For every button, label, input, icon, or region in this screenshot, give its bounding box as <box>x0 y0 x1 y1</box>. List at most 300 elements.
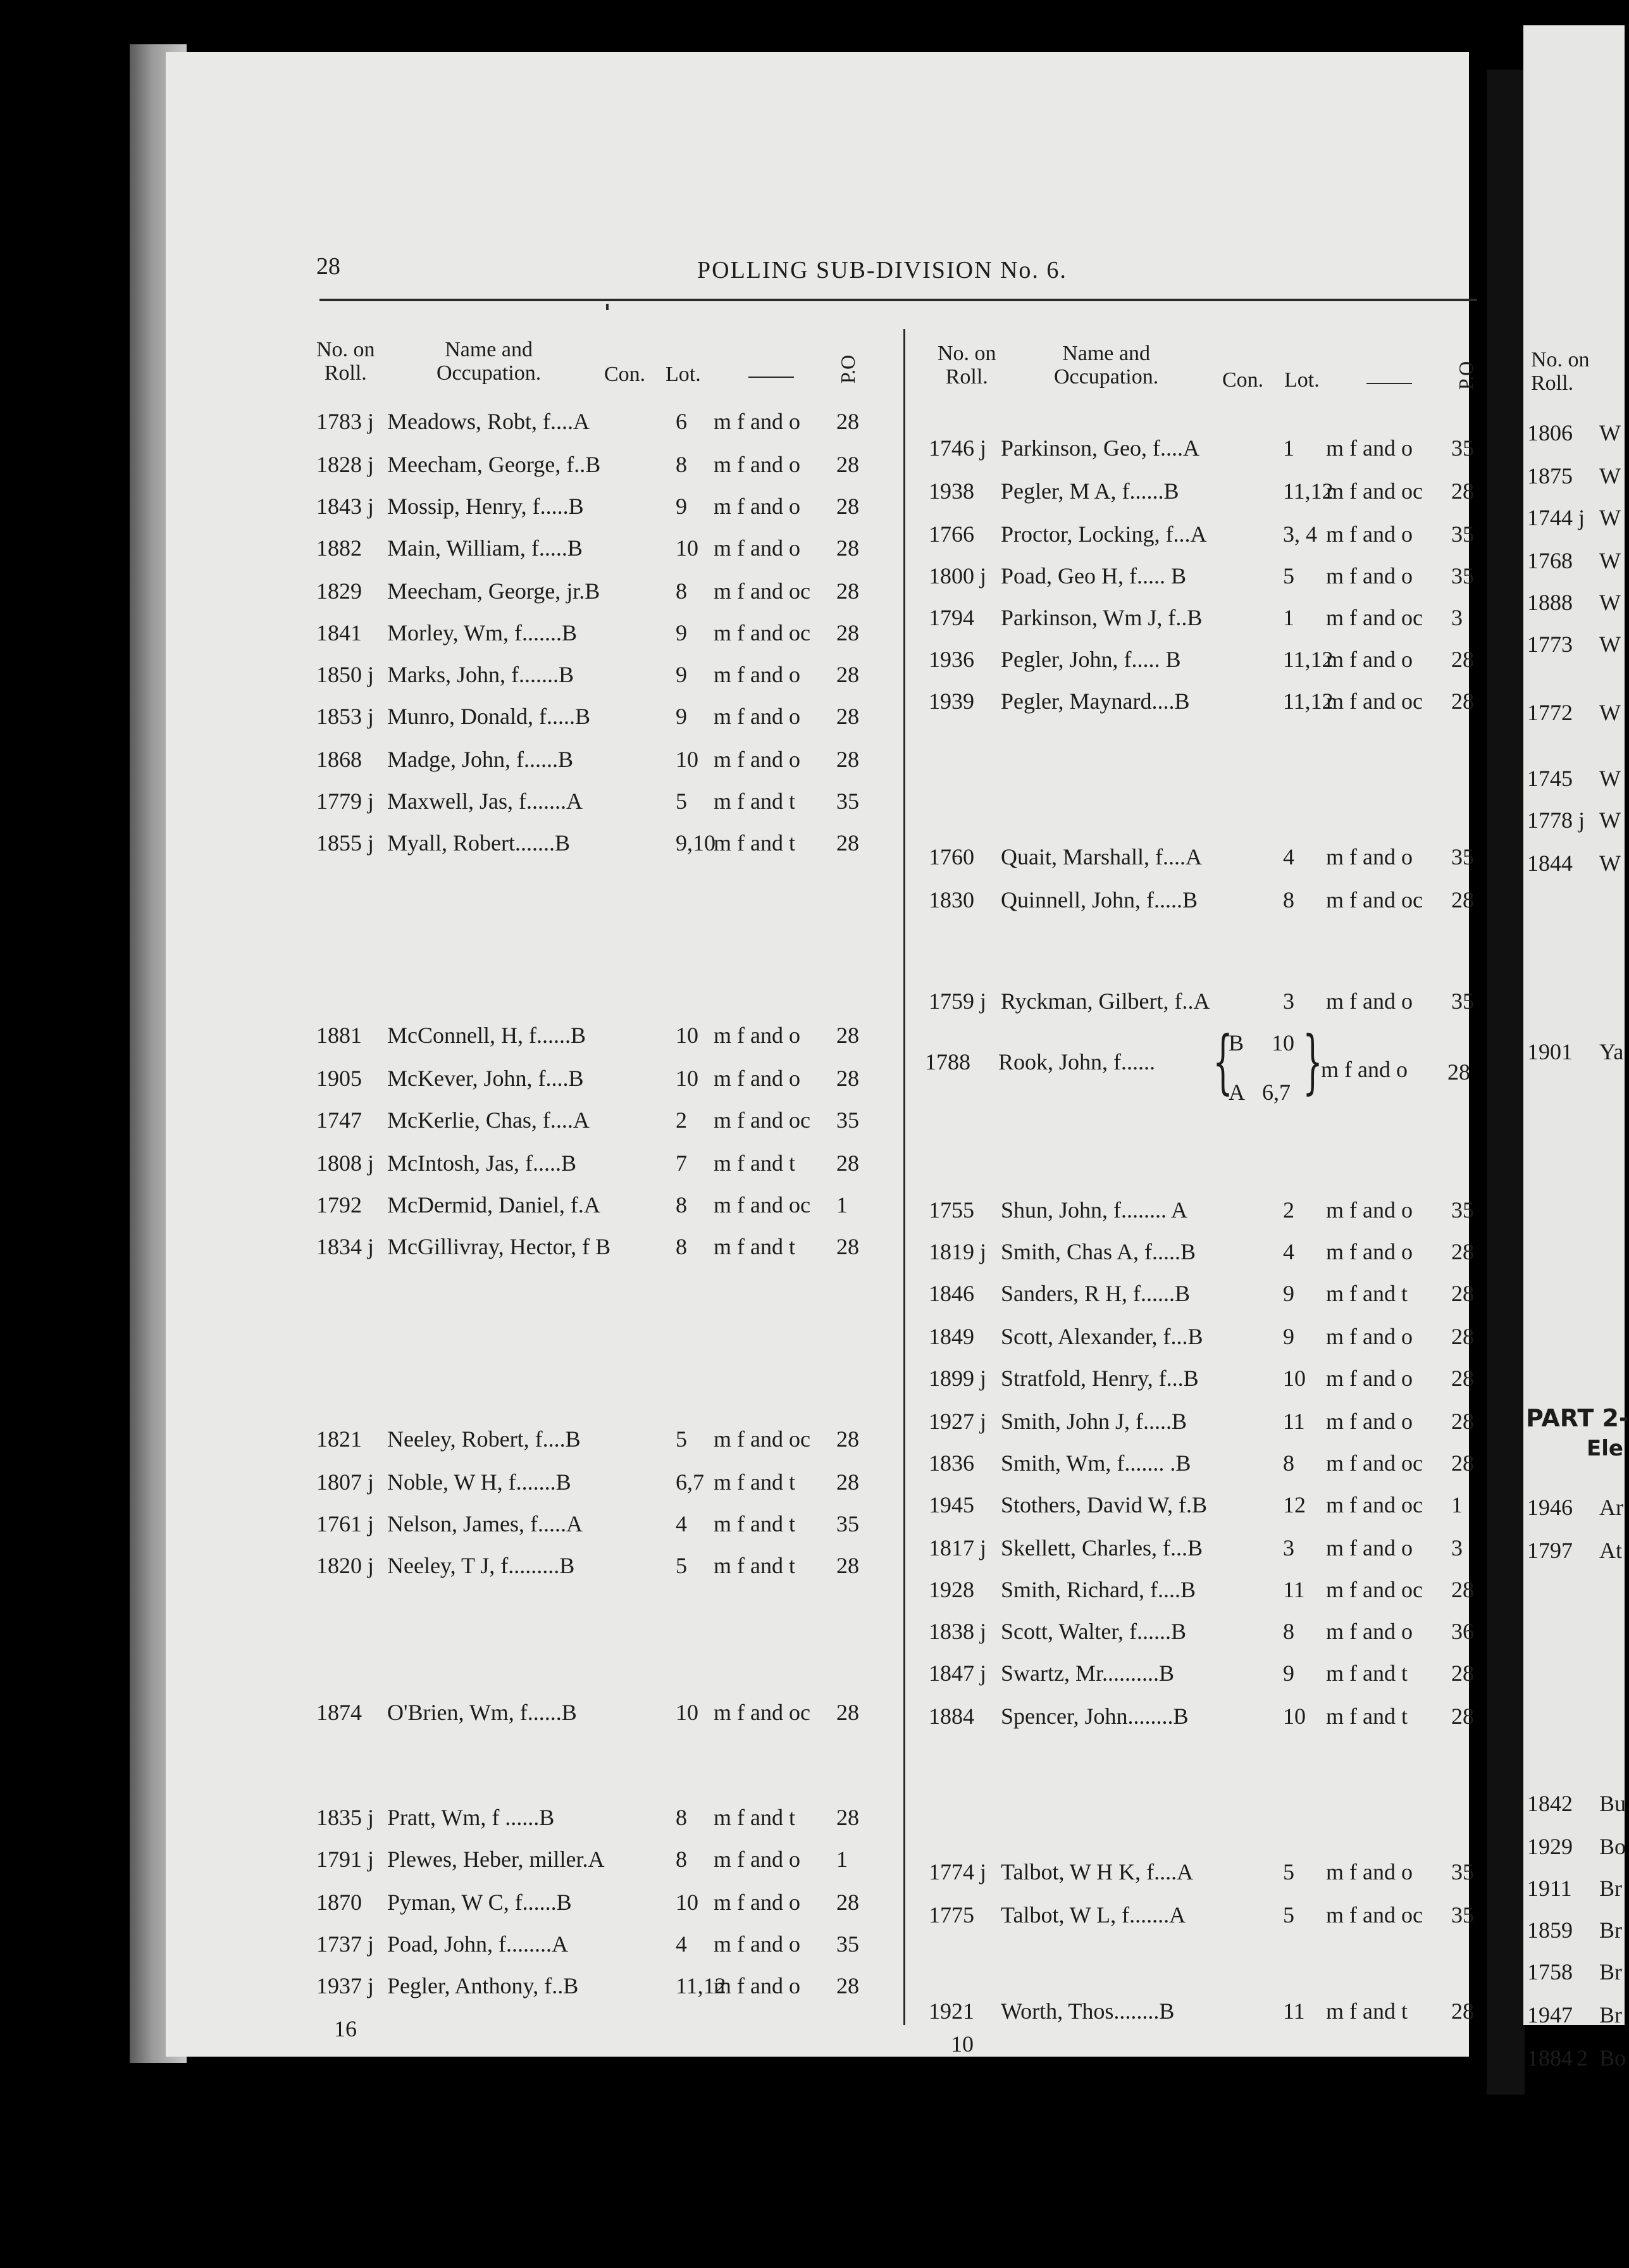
col1-row-roll: 1881 <box>316 1023 362 1048</box>
next-page-row-name: Br <box>1599 2002 1622 2028</box>
col2-row-occupation: m f and oc <box>1326 887 1423 913</box>
col2-row-lot: 3, 4 <box>1283 521 1317 547</box>
col1-header-roll: No. on Roll. <box>316 338 375 385</box>
col1-row-roll: 1870 <box>316 1890 362 1915</box>
next-page-row-name: W <box>1599 590 1621 615</box>
next-page-row-roll: 1797 <box>1527 1538 1573 1563</box>
col1-row-po: 1 <box>836 1847 848 1872</box>
col1-row-roll: 1843 j <box>316 494 375 519</box>
col2-row-lot: 9 <box>1283 1660 1294 1686</box>
next-page-row-name: W <box>1599 463 1621 489</box>
col2-row-po: 1 <box>1451 1492 1463 1517</box>
col2-header-name: Name and Occupation. <box>1054 342 1159 389</box>
col2-row-po: 36 <box>1451 1619 1474 1644</box>
next-page-row-roll: 1773 <box>1527 632 1573 657</box>
col1-row-po: 1 <box>836 1192 848 1218</box>
col2-row-lot: 5 <box>1283 563 1294 589</box>
col2-row-lot: 11,12 <box>1283 478 1334 504</box>
next-page-row-roll: 1875 <box>1527 463 1573 489</box>
col1-row-lot: 9 <box>676 620 687 645</box>
col1-row-name: McIntosh, Jas, f.....B <box>387 1150 576 1176</box>
col2-row-roll: 1800 j <box>929 563 987 589</box>
col1-row-roll: 1791 j <box>316 1847 375 1872</box>
col1-row-po: 28 <box>836 494 859 519</box>
col2-row-po: 35 <box>1451 563 1474 589</box>
col2-row-lot: 3 <box>1283 988 1294 1014</box>
col2-row-po: 28 <box>1451 1704 1474 1729</box>
col1-header-po: P.O <box>836 354 860 384</box>
col2-row-occupation: m f and o <box>1326 435 1413 461</box>
col1-row-occupation: m f and o <box>714 1973 800 1998</box>
col1-row-lot: 5 <box>676 1553 687 1578</box>
col2-row-name: Sanders, R H, f......B <box>1001 1281 1190 1306</box>
next-page-part-heading: PART 2- <box>1526 1404 1629 1432</box>
col1-row-po: 28 <box>836 1469 859 1495</box>
col2-row-name: Proctor, Locking, f...A <box>1001 521 1207 547</box>
col1-row-occupation: m f and oc <box>714 1107 810 1133</box>
col2-header-dash <box>1366 383 1412 384</box>
col1-row-roll: 1747 <box>316 1107 362 1133</box>
col2-row-occupation: m f and oc <box>1326 1450 1423 1476</box>
col2-row-occupation: m f and o <box>1326 1619 1413 1644</box>
col2-row-lot: 4 <box>1283 844 1294 869</box>
col1-row-occupation: m f and o <box>714 452 800 477</box>
col2-row-roll: 1774 j <box>929 1859 987 1885</box>
next-page-row-roll: 1745 <box>1527 766 1573 791</box>
col2-row-lot: 11 <box>1283 1998 1305 2024</box>
col1-row-po: 28 <box>836 535 859 561</box>
next-page-row-roll: 1758 <box>1527 1959 1573 1984</box>
col1-row-roll: 1820 j <box>316 1553 375 1578</box>
col2-row-name: Smith, Richard, f....B <box>1001 1577 1196 1602</box>
next-page-row-name: Br <box>1599 1959 1622 1984</box>
col2-row-occupation: m f and oc <box>1326 478 1423 504</box>
col2-row-roll: 1817 j <box>929 1535 987 1561</box>
next-page-row-roll: 1859 <box>1527 1917 1573 1943</box>
next-page-row-roll: 1929 <box>1527 1834 1573 1859</box>
col1-row-lot: 10 <box>676 1066 698 1091</box>
col1-row-po: 28 <box>836 1023 859 1048</box>
next-page-row-roll: 1901 <box>1527 1039 1573 1064</box>
col2-row-name: Stratfold, Henry, f...B <box>1001 1366 1199 1391</box>
col1-row-po: 28 <box>836 1426 859 1452</box>
next-page-strip <box>1523 25 1625 2028</box>
col1-row-name: Pyman, W C, f......B <box>387 1890 572 1915</box>
next-page-row-name: Br <box>1599 1917 1622 1943</box>
col1-header-con: Con. <box>604 363 646 386</box>
col1-row-name: McGillivray, Hector, f B <box>387 1234 611 1259</box>
next-page-footer-number: 2 <box>1576 2045 1588 2071</box>
col2-row-lot: 4 <box>1283 1239 1294 1264</box>
col1-row-occupation: m f and t <box>714 1511 795 1536</box>
col2-row-lot: 1 <box>1283 605 1294 630</box>
col1-row-lot: 10 <box>676 1890 698 1915</box>
next-page-row-name: Br <box>1599 1876 1622 1901</box>
col2-row-lot: 8 <box>1283 1619 1294 1644</box>
col2-row-occupation: m f and oc <box>1326 1902 1423 1928</box>
col1-row-lot: 5 <box>676 1426 687 1452</box>
col2-row-lot: 11 <box>1283 1409 1305 1434</box>
col1-row-lot: 10 <box>676 747 698 772</box>
rook-name: Rook, John, f...... <box>998 1049 1156 1075</box>
next-page-row-roll: 1844 <box>1527 850 1573 876</box>
col2-row-po: 28 <box>1451 1366 1474 1391</box>
book-gutter <box>1487 70 1525 2095</box>
col1-row-roll: 1828 j <box>316 452 375 477</box>
next-page-row-name: Bo <box>1599 2045 1626 2071</box>
col1-row-occupation: m f and o <box>714 494 800 519</box>
col1-row-occupation: m f and oc <box>714 620 810 645</box>
next-page-row-name: Bo <box>1599 1834 1626 1859</box>
col2-row-occupation: m f and oc <box>1326 605 1423 630</box>
col2-row-name: Pegler, M A, f......B <box>1001 478 1179 504</box>
header-rule <box>319 299 1477 301</box>
next-page-row-roll: 1946 <box>1527 1495 1573 1520</box>
col2-row-occupation: m f and t <box>1326 1704 1408 1729</box>
col1-row-occupation: m f and o <box>714 1931 800 1957</box>
col2-row-name: Talbot, W H K, f....A <box>1001 1859 1194 1885</box>
col1-row-name: McConnell, H, f......B <box>387 1023 586 1048</box>
next-page-row-name: W <box>1599 700 1621 725</box>
col1-row-po: 28 <box>836 1805 859 1830</box>
col2-row-lot: 10 <box>1283 1366 1306 1391</box>
col2-row-name: Spencer, John........B <box>1001 1704 1189 1729</box>
col1-row-po: 35 <box>836 788 859 814</box>
col1-row-name: Meadows, Robt, f....A <box>387 409 590 434</box>
col1-row-name: McDermid, Daniel, f.A <box>387 1192 600 1218</box>
col1-header-name: Name and Occupation. <box>437 338 542 385</box>
col2-row-name: Scott, Walter, f......B <box>1001 1619 1186 1644</box>
col2-row-occupation: m f and o <box>1326 1535 1413 1561</box>
col1-row-name: McKever, John, f....B <box>387 1066 584 1091</box>
col2-header-lot: Lot. <box>1284 368 1320 392</box>
col1-row-po: 28 <box>836 620 859 645</box>
col1-row-name: Madge, John, f......B <box>387 747 573 772</box>
col2-row-name: Scott, Alexander, f...B <box>1001 1324 1203 1349</box>
col2-row-lot: 11,12 <box>1283 688 1334 714</box>
col1-row-lot: 4 <box>676 1931 687 1957</box>
col1-row-name: Nelson, James, f.....A <box>387 1511 583 1536</box>
page-title: POLLING SUB-DIVISION No. 6. <box>697 257 1067 284</box>
col2-row-lot: 10 <box>1283 1704 1306 1729</box>
col2-row-name: Smith, Wm, f....... .B <box>1001 1450 1191 1476</box>
col2-row-roll: 1936 <box>929 647 974 672</box>
col2-row-po: 35 <box>1451 1859 1474 1885</box>
col2-row-roll: 1846 <box>929 1281 974 1306</box>
col2-row-roll: 1927 j <box>929 1409 987 1434</box>
col1-row-roll: 1834 j <box>316 1234 375 1259</box>
col1-row-roll: 1737 j <box>316 1931 375 1957</box>
col1-row-name: Meecham, George, f..B <box>387 452 601 477</box>
col1-row-lot: 9 <box>676 704 687 729</box>
col1-row-roll: 1868 <box>316 747 362 772</box>
col1-row-lot: 11,12 <box>676 1973 726 1998</box>
col2-row-occupation: m f and t <box>1326 1660 1408 1686</box>
col1-row-occupation: m f and o <box>714 1890 800 1915</box>
col2-row-lot: 5 <box>1283 1859 1294 1885</box>
col2-row-name: Talbot, W L, f.......A <box>1001 1902 1186 1928</box>
col1-row-po: 28 <box>836 662 859 687</box>
col1-row-name: Poad, John, f........A <box>387 1931 568 1957</box>
col1-row-roll: 1850 j <box>316 662 375 687</box>
col2-row-occupation: m f and o <box>1326 563 1413 589</box>
col2-row-occupation: m f and o <box>1326 844 1413 869</box>
rook-con-top: B <box>1229 1030 1244 1056</box>
col1-row-roll: 1807 j <box>316 1469 375 1495</box>
col1-row-roll: 1808 j <box>316 1150 375 1176</box>
col2-row-roll: 1849 <box>929 1324 974 1349</box>
col1-row-roll: 1937 j <box>316 1973 375 1998</box>
col1-row-occupation: m f and t <box>714 830 795 856</box>
col2-row-name: Pegler, Maynard....B <box>1001 688 1190 714</box>
col2-row-roll: 1938 <box>929 478 974 504</box>
col2-row-po: 28 <box>1451 478 1474 504</box>
col1-row-roll: 1779 j <box>316 788 375 814</box>
col2-row-lot: 11 <box>1283 1577 1305 1602</box>
header-tick <box>606 304 609 310</box>
col2-row-roll: 1760 <box>929 844 974 869</box>
col2-row-occupation: m f and oc <box>1326 1577 1423 1602</box>
col1-row-roll: 1821 <box>316 1426 362 1452</box>
col2-row-lot: 9 <box>1283 1324 1294 1349</box>
col2-row-name: Poad, Geo H, f..... B <box>1001 563 1186 589</box>
col1-row-po: 28 <box>836 704 859 729</box>
col1-row-name: Noble, W H, f.......B <box>387 1469 571 1495</box>
col1-row-name: McKerlie, Chas, f....A <box>387 1107 590 1133</box>
next-page-row-roll: 1744 j <box>1527 505 1585 530</box>
col2-row-name: Ryckman, Gilbert, f..A <box>1001 988 1210 1014</box>
col2-row-occupation: m f and o <box>1326 1409 1413 1434</box>
col2-row-lot: 5 <box>1283 1902 1294 1928</box>
col1-row-roll: 1874 <box>316 1700 362 1725</box>
col2-row-po: 35 <box>1451 844 1474 869</box>
rook-lot-top: 10 <box>1272 1030 1294 1056</box>
next-page-row-name: W <box>1599 807 1621 833</box>
col2-row-occupation: m f and o <box>1326 1324 1413 1349</box>
col2-row-lot: 9 <box>1283 1281 1294 1306</box>
col2-row-lot: 8 <box>1283 887 1294 913</box>
col1-row-po: 28 <box>836 1150 859 1176</box>
col2-row-roll: 1939 <box>929 688 974 714</box>
col2-row-roll: 1884 <box>929 1704 974 1729</box>
rook-right-brace: } <box>1303 1021 1323 1102</box>
col2-row-po: 28 <box>1451 1324 1474 1349</box>
col1-row-name: Marks, John, f.......B <box>387 662 574 687</box>
col2-header-roll: No. on Roll. <box>938 342 996 389</box>
col1-row-name: Main, William, f.....B <box>387 535 583 561</box>
col1-row-occupation: m f and t <box>714 1234 795 1259</box>
col2-row-occupation: m f and t <box>1326 1281 1408 1306</box>
next-page-row-name: W <box>1599 632 1621 657</box>
col1-footer-number: 16 <box>334 2016 357 2041</box>
col2-row-occupation: m f and o <box>1326 1859 1413 1885</box>
col2-row-roll: 1928 <box>929 1577 974 1602</box>
col1-row-occupation: m f and t <box>714 1150 795 1176</box>
next-page-row-name: W <box>1599 850 1621 876</box>
col2-row-name: Swartz, Mr..........B <box>1001 1660 1174 1686</box>
col1-row-occupation: m f and oc <box>714 1426 810 1452</box>
col1-row-roll: 1855 j <box>316 830 375 856</box>
rook-lot-bottom: 6,7 <box>1262 1080 1291 1105</box>
col2-row-po: 3 <box>1451 605 1463 630</box>
col2-row-roll: 1755 <box>929 1197 974 1223</box>
col1-row-name: Neeley, Robert, f....B <box>387 1426 581 1452</box>
col2-row-name: Parkinson, Wm J, f..B <box>1001 605 1203 630</box>
col2-row-name: Quait, Marshall, f....A <box>1001 844 1202 869</box>
col1-row-po: 28 <box>836 578 859 604</box>
col1-row-po: 28 <box>836 1700 859 1725</box>
col2-row-roll: 1766 <box>929 521 974 547</box>
col2-row-po: 28 <box>1451 1998 1474 2024</box>
col1-row-occupation: m f and o <box>714 747 800 772</box>
col2-row-po: 28 <box>1451 1239 1474 1264</box>
col2-row-po: 28 <box>1451 1577 1474 1602</box>
col1-header-lot: Lot. <box>666 363 701 386</box>
col2-row-name: Skellett, Charles, f...B <box>1001 1535 1203 1561</box>
col1-row-lot: 8 <box>676 1847 687 1872</box>
next-page-row-roll: 1842 <box>1527 1791 1573 1816</box>
col1-row-lot: 8 <box>676 1192 687 1218</box>
col1-row-occupation: m f and o <box>714 1023 800 1048</box>
col1-row-occupation: m f and oc <box>714 578 810 604</box>
col2-row-occupation: m f and o <box>1326 521 1413 547</box>
col1-row-name: Munro, Donald, f.....B <box>387 704 590 729</box>
col2-row-occupation: m f and oc <box>1326 688 1423 714</box>
next-page-row-name: Bu <box>1599 1791 1626 1816</box>
next-page-row-name: W <box>1599 766 1621 791</box>
col2-row-occupation: m f and o <box>1326 988 1413 1014</box>
col2-row-occupation: m f and o <box>1326 1366 1413 1391</box>
col2-row-name: Parkinson, Geo, f....A <box>1001 435 1199 461</box>
next-page-row-roll: 1884 <box>1527 2045 1573 2071</box>
col1-row-occupation: m f and o <box>714 1066 800 1091</box>
col2-row-roll: 1746 j <box>929 435 987 461</box>
col1-row-po: 28 <box>836 409 859 434</box>
col1-row-name: Pratt, Wm, f ......B <box>387 1805 555 1830</box>
col1-row-occupation: m f and o <box>714 1847 800 1872</box>
col2-row-po: 28 <box>1451 647 1474 672</box>
col2-row-name: Smith, John J, f.....B <box>1001 1409 1187 1434</box>
col1-row-po: 28 <box>836 1066 859 1091</box>
col1-row-occupation: m f and t <box>714 788 795 814</box>
col1-row-po: 28 <box>836 830 859 856</box>
col2-row-lot: 12 <box>1283 1492 1306 1517</box>
col1-row-po: 28 <box>836 1553 859 1578</box>
rook-roll: 1788 <box>925 1049 970 1075</box>
col2-row-occupation: m f and o <box>1326 1197 1413 1223</box>
col1-row-lot: 6 <box>676 409 687 434</box>
next-page-row-roll: 1768 <box>1527 548 1573 573</box>
col1-row-name: Pegler, Anthony, f..B <box>387 1973 579 1998</box>
col1-row-occupation: m f and t <box>714 1805 795 1830</box>
next-page-row-roll: 1806 <box>1527 420 1573 446</box>
col1-row-po: 28 <box>836 452 859 477</box>
col1-row-lot: 9,10 <box>676 830 715 856</box>
col2-row-lot: 11,12 <box>1283 647 1334 672</box>
col2-row-lot: 1 <box>1283 435 1294 461</box>
next-page-row-name: At <box>1599 1538 1622 1563</box>
next-page-row-name: W <box>1599 548 1621 573</box>
col1-row-name: Neeley, T J, f.........B <box>387 1553 575 1578</box>
col1-row-po: 28 <box>836 1973 859 1998</box>
col2-row-po: 35 <box>1451 435 1474 461</box>
col1-row-lot: 8 <box>676 1805 687 1830</box>
col2-row-name: Pegler, John, f..... B <box>1001 647 1181 672</box>
col1-row-lot: 8 <box>676 452 687 477</box>
col1-row-roll: 1783 j <box>316 409 375 434</box>
next-page-header: No. on Roll. <box>1531 348 1590 396</box>
col2-row-po: 28 <box>1451 887 1474 913</box>
col1-row-lot: 10 <box>676 1700 698 1725</box>
next-page-row-roll: 1778 j <box>1527 807 1585 833</box>
col2-row-roll: 1921 <box>929 1998 974 2024</box>
col1-row-lot: 10 <box>676 1023 698 1048</box>
col2-row-roll: 1830 <box>929 887 974 913</box>
col2-row-name: Quinnell, John, f.....B <box>1001 887 1198 913</box>
col1-row-roll: 1829 <box>316 578 362 604</box>
next-page-row-name: Ar <box>1599 1495 1623 1520</box>
next-page-row-roll: 1911 <box>1527 1876 1572 1901</box>
rook-po: 28 <box>1447 1059 1470 1085</box>
col2-row-roll: 1847 j <box>929 1660 987 1686</box>
col2-row-po: 35 <box>1451 1902 1474 1928</box>
col2-row-name: Smith, Chas A, f.....B <box>1001 1239 1196 1264</box>
col2-row-roll: 1838 j <box>929 1619 987 1644</box>
col1-row-occupation: m f and o <box>714 535 800 561</box>
col2-row-occupation: m f and o <box>1326 1239 1413 1264</box>
col2-row-lot: 3 <box>1283 1535 1294 1561</box>
next-page-row-name: Ya <box>1599 1039 1624 1064</box>
col1-row-occupation: m f and oc <box>714 1192 810 1218</box>
col1-row-lot: 10 <box>676 535 698 561</box>
col2-row-roll: 1945 <box>929 1492 974 1517</box>
col1-row-name: Plewes, Heber, miller.A <box>387 1847 605 1872</box>
col2-row-name: Worth, Thos........B <box>1001 1998 1175 2024</box>
col2-header-con: Con. <box>1222 368 1264 392</box>
col2-row-occupation: m f and o <box>1326 647 1413 672</box>
col1-row-po: 35 <box>836 1931 859 1957</box>
col2-row-occupation: m f and t <box>1326 1998 1408 2024</box>
col2-header-po: P.O <box>1454 361 1478 390</box>
col2-row-po: 35 <box>1451 1197 1474 1223</box>
col1-row-lot: 7 <box>676 1150 687 1176</box>
next-page-row-name: W <box>1599 505 1621 530</box>
col2-row-name: Stothers, David W, f.B <box>1001 1492 1208 1517</box>
next-page-row-roll: 1772 <box>1527 700 1573 725</box>
next-page-row-roll: 1947 <box>1527 2002 1573 2028</box>
col1-row-occupation: m f and o <box>714 662 800 687</box>
col2-row-roll: 1899 j <box>929 1366 987 1391</box>
col1-row-roll: 1761 j <box>316 1511 375 1536</box>
col1-row-name: Myall, Robert.......B <box>387 830 570 856</box>
col1-row-po: 35 <box>836 1511 859 1536</box>
rook-occupation: m f and o <box>1321 1057 1408 1082</box>
col1-row-lot: 5 <box>676 788 687 814</box>
col2-row-name: Shun, John, f........ A <box>1001 1197 1188 1223</box>
col1-row-name: O'Brien, Wm, f......B <box>387 1700 577 1725</box>
next-page-row-name: W <box>1599 420 1621 446</box>
next-page-part-subheading: Ele <box>1587 1436 1623 1461</box>
col1-row-roll: 1792 <box>316 1192 362 1218</box>
col1-row-po: 28 <box>836 747 859 772</box>
col1-row-po: 35 <box>836 1107 859 1133</box>
col2-row-po: 28 <box>1451 1660 1474 1686</box>
col1-row-lot: 9 <box>676 662 687 687</box>
col2-row-po: 28 <box>1451 1409 1474 1434</box>
col1-row-roll: 1905 <box>316 1066 362 1091</box>
col1-row-occupation: m f and o <box>714 409 800 434</box>
col2-row-po: 3 <box>1451 1535 1463 1561</box>
